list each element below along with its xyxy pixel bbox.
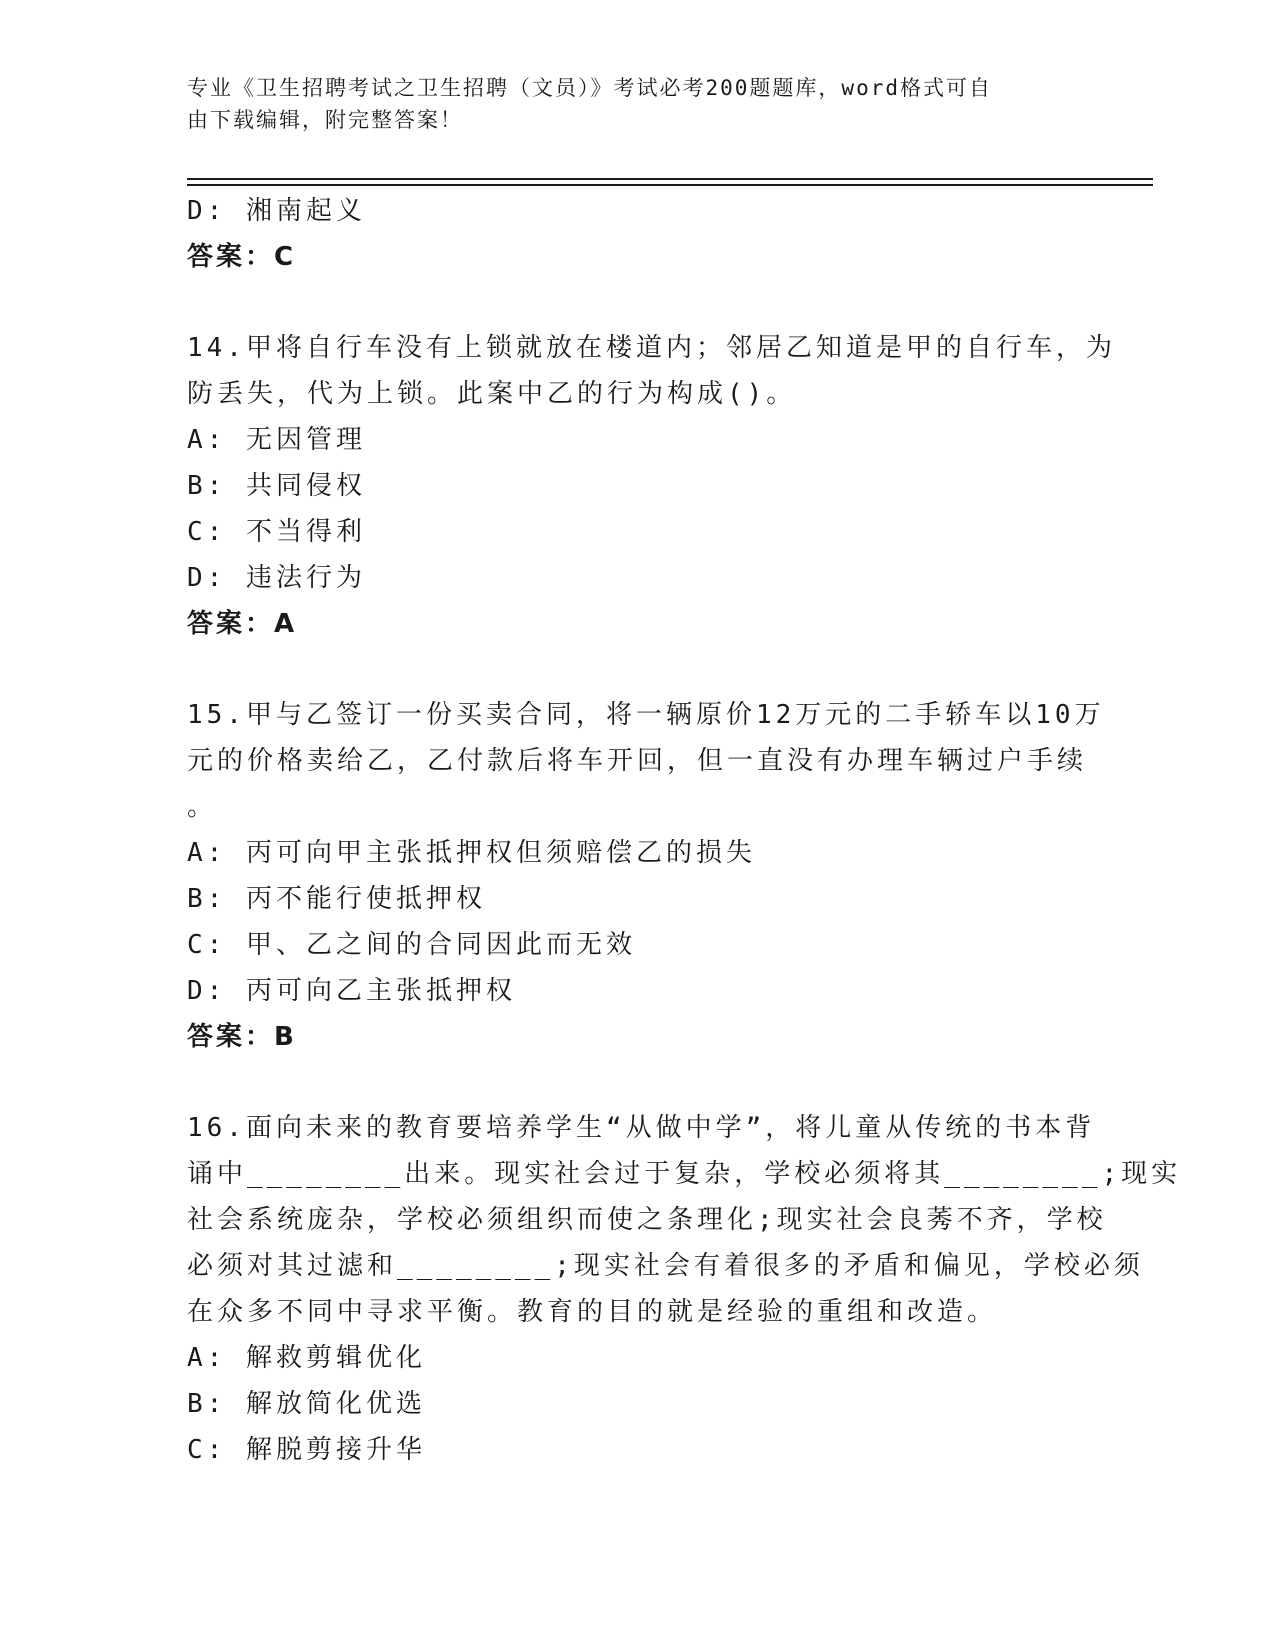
question-text-line: 在众多不同中寻求平衡。教育的目的就是经验的重组和改造。 <box>187 1297 998 1327</box>
option-b: B: 丙不能行使抵押权 <box>187 884 486 914</box>
option-a: A: 解救剪辑优化 <box>187 1343 426 1373</box>
option-c: C: 不当得利 <box>187 517 366 547</box>
option-a: A: 丙可向甲主张抵押权但须赔偿乙的损失 <box>187 838 756 868</box>
spacer <box>187 647 1087 692</box>
question-16 <box>187 1105 1182 1473</box>
header-line-1: 专业《卫生招聘考试之卫生招聘（文员）》考试必考200题题库，word格式可自 <box>187 76 992 100</box>
question-text-line: 。 <box>187 792 218 822</box>
question-text-line: 16.面向未来的教育要培养学生“从做中学”，将儿童从传统的书本背 <box>187 1113 1096 1143</box>
prev-question <box>187 188 1087 280</box>
spacer <box>187 1060 1087 1105</box>
option-c: C: 甲、乙之间的合同因此而无效 <box>187 930 636 960</box>
question-14 <box>187 325 1116 647</box>
question-15 <box>187 692 1105 1060</box>
answer: 答案：C <box>187 242 297 272</box>
option-d: D: 湘南起义 <box>187 196 366 226</box>
question-text-line: 诵中________出来。现实社会过于复杂，学校必须将其________;现实 <box>187 1159 1182 1189</box>
question-content <box>187 188 1182 1473</box>
header-rule-top <box>187 178 1153 180</box>
option-d: D: 违法行为 <box>187 563 366 593</box>
question-text-line: 14.甲将自行车没有上锁就放在楼道内；邻居乙知道是甲的自行车，为 <box>187 333 1116 363</box>
answer: 答案：A <box>187 609 298 639</box>
option-b: B: 解放简化优选 <box>187 1389 426 1419</box>
option-c: C: 解脱剪接升华 <box>187 1435 426 1465</box>
option-d: D: 丙可向乙主张抵押权 <box>187 976 516 1006</box>
question-text-line: 防丢失，代为上锁。此案中乙的行为构成()。 <box>187 379 797 409</box>
question-text-line: 15.甲与乙签订一份买卖合同，将一辆原价12万元的二手轿车以10万 <box>187 700 1105 730</box>
header-line-2: 由下载编辑，附完整答案！ <box>187 108 463 132</box>
header-rule-bottom <box>187 184 1153 186</box>
question-text-line: 必须对其过滤和________;现实社会有着很多的矛盾和偏见，学校必须 <box>187 1251 1144 1281</box>
document-header <box>187 72 1067 136</box>
spacer <box>187 280 1087 325</box>
question-text-line: 元的价格卖给乙，乙付款后将车开回，但一直没有办理车辆过户手续 <box>187 746 1088 776</box>
option-a: A: 无因管理 <box>187 425 366 455</box>
answer: 答案：B <box>187 1022 297 1052</box>
option-b: B: 共同侵权 <box>187 471 366 501</box>
question-text-line: 社会系统庞杂，学校必须组织而使之条理化;现实社会良莠不齐，学校 <box>187 1205 1107 1235</box>
